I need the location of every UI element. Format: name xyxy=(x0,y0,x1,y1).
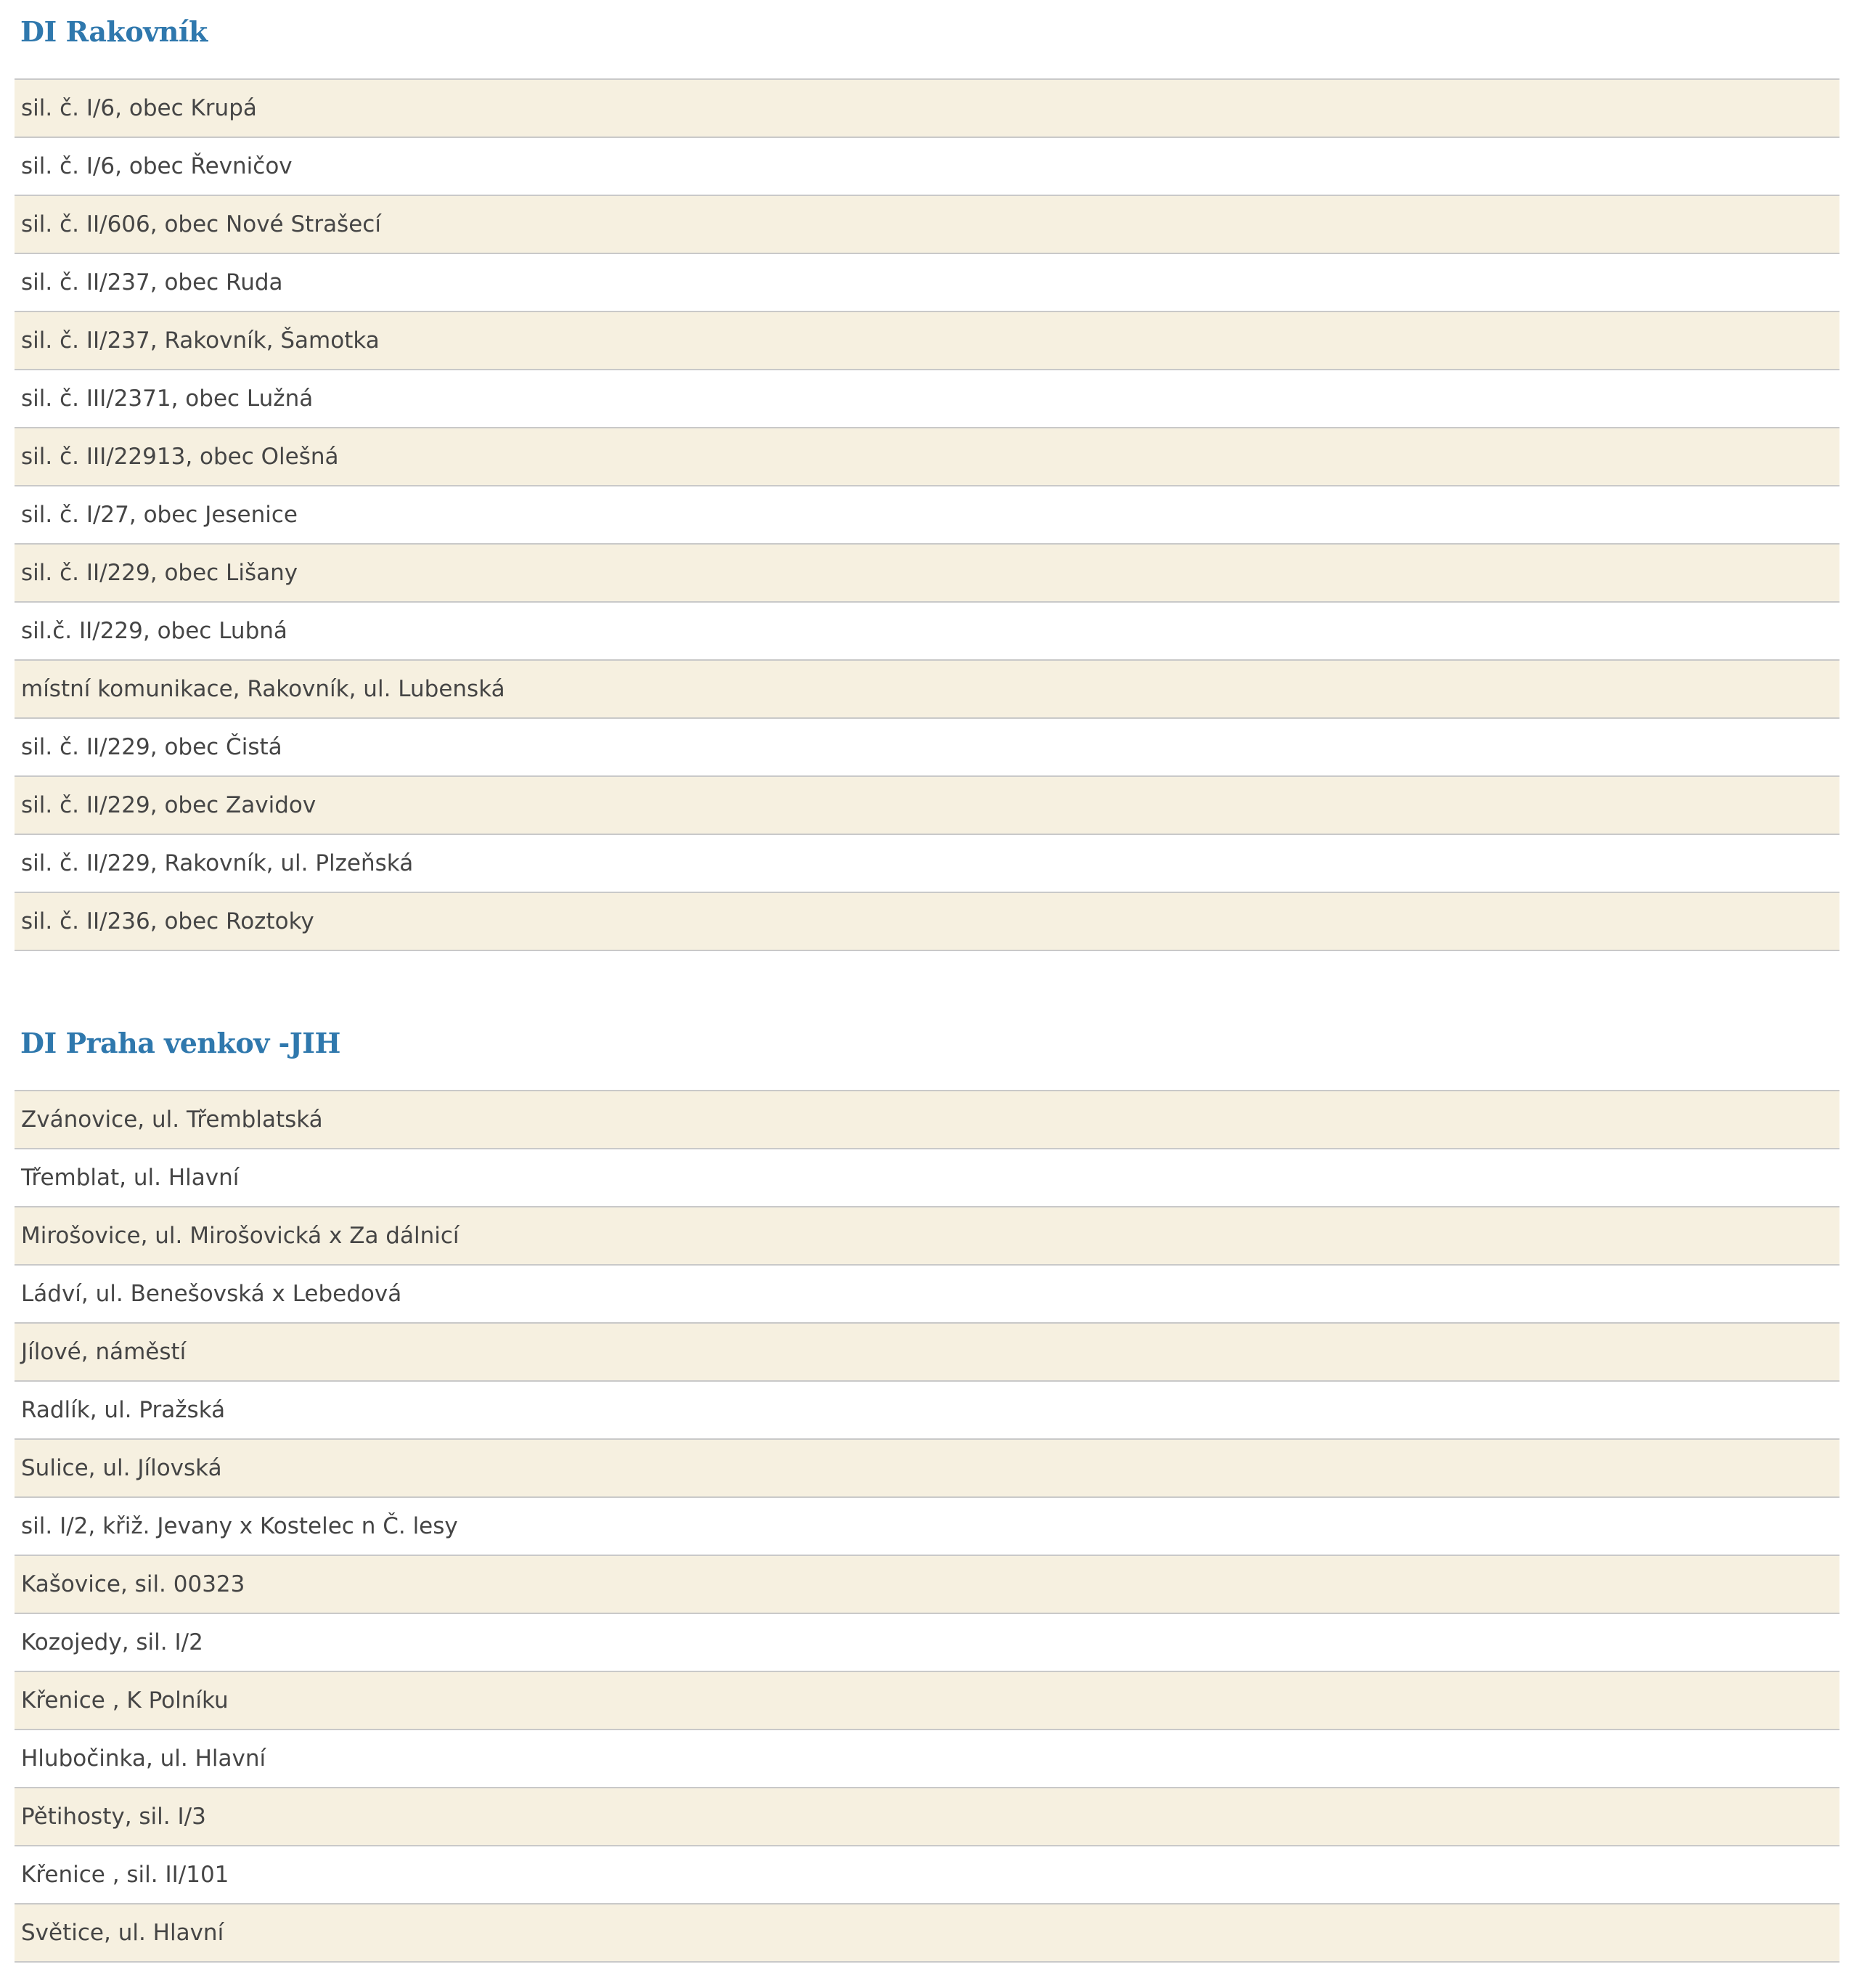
list-item: sil. č. II/229, obec Čistá xyxy=(15,719,1839,777)
list-item: místní komunikace, Rakovník, ul. Lubenská xyxy=(15,661,1839,719)
list-item: sil. č. I/27, obec Jesenice xyxy=(15,486,1839,545)
section-title: DI Rakovník xyxy=(20,15,208,48)
list-item: sil. č. III/2371, obec Lužná xyxy=(15,370,1839,428)
list-item: sil. č. II/237, obec Ruda xyxy=(15,254,1839,312)
list-item: Křenice , sil. II/101 xyxy=(15,1846,1839,1905)
section-di-rakovnik xyxy=(15,0,1839,951)
list-item: sil. č. I/6, obec Řevničov xyxy=(15,138,1839,196)
list-item: Světice, ul. Hlavní xyxy=(15,1905,1839,1963)
list-item: Třemblat, ul. Hlavní xyxy=(15,1149,1839,1207)
list-item: Kašovice, sil. 00323 xyxy=(15,1556,1839,1614)
section-title: DI Praha venkov -JIH xyxy=(20,1027,340,1059)
list-item: sil. č. II/229, obec Lišany xyxy=(15,545,1839,603)
list-item: Sulice, ul. Jílovská xyxy=(15,1440,1839,1498)
section-di-praha-venkov-jih xyxy=(15,1011,1839,1963)
list-item: sil. č. II/237, Rakovník, Šamotka xyxy=(15,312,1839,370)
list-item: Jílové, náměstí xyxy=(15,1324,1839,1382)
list-item: sil. č. II/606, obec Nové Strašecí xyxy=(15,196,1839,254)
list-item: Kozojedy, sil. I/2 xyxy=(15,1614,1839,1672)
list-item: sil. č. II/229, Rakovník, ul. Plzeňská xyxy=(15,835,1839,893)
list-item: Křenice , K Polníku xyxy=(15,1672,1839,1730)
list-item: Hlubočinka, ul. Hlavní xyxy=(15,1730,1839,1788)
location-list xyxy=(15,78,1839,951)
list-item: sil.č. II/229, obec Lubná xyxy=(15,603,1839,661)
list-item: sil. č. I/6, obec Krupá xyxy=(15,80,1839,138)
list-item: Pětihosty, sil. I/3 xyxy=(15,1788,1839,1846)
list-item: Ládví, ul. Benešovská x Lebedová xyxy=(15,1266,1839,1324)
list-item: sil. č. III/22913, obec Olešná xyxy=(15,428,1839,486)
list-item: Mirošovice, ul. Mirošovická x Za dálnicí xyxy=(15,1207,1839,1266)
list-item: sil. č. II/236, obec Roztoky xyxy=(15,893,1839,951)
location-list xyxy=(15,1090,1839,1963)
list-item: sil. č. II/229, obec Zavidov xyxy=(15,777,1839,835)
list-item: Zvánovice, ul. Třemblatská xyxy=(15,1091,1839,1149)
list-item: Radlík, ul. Pražská xyxy=(15,1382,1839,1440)
list-item: sil. I/2, křiž. Jevany x Kostelec n Č. lesy xyxy=(15,1498,1839,1556)
